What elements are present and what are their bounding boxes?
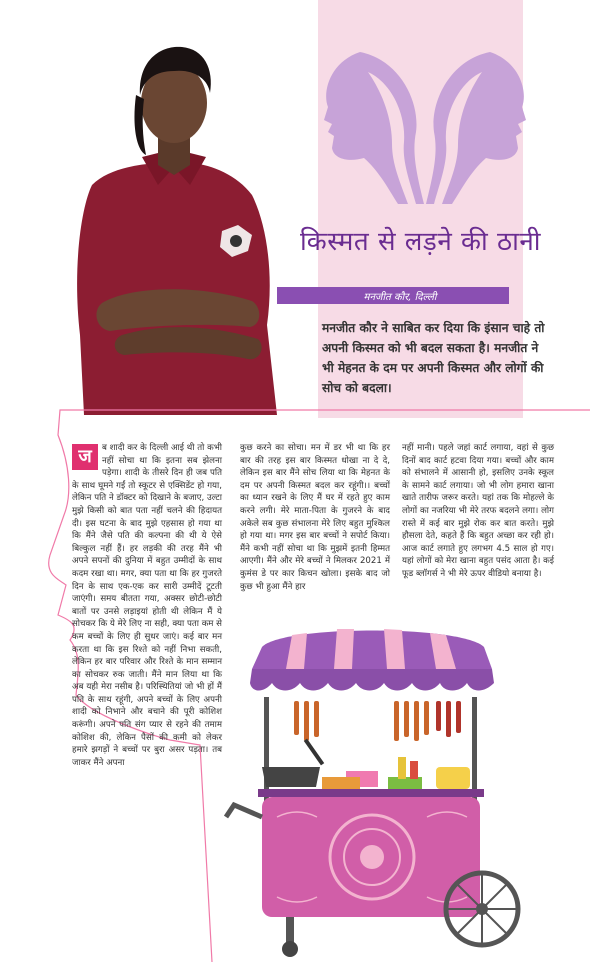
column-1-text: ब शादी कर के दिल्ली आई थी तो कभी नहीं सोचा था कि इतना सब झेलना पड़ेगा। शादी के तीसरे दिन ही जब पति के साथ घूमने गईं तो स्कूटर से एक्सिडेंट हो गया, लेकिन पति ने डॉक्टर को दिखाने के बजाए, उल्टा मुझे किसी को बात पता नहीं चलने की हिदायत दी। इस घटना के बाद मुझे एहसास हो गया था कि मैंने जैसे पति की कल्पना की थी ये ऐसे बिल्कुल नहीं हैं। हर लड़की की तरह मैंने भी अपने सपनों की दुनिया में बहुत उम्मीदों के साथ कदम रखा था। मगर, क्या पता था कि हर गुजरते दिन के साथ एक-एक कर सारी उम्मीदें टूटती जाएंगी। समय बीतता गया, अक्सर छोटी-छोटी बातों पर उनसे लड़ाइयां होती थी लेकिन मैं ये सोचकर कि ये मेरे लिए ना सही, क्या पता कम से कम बच्चों के लिए ही सुधर जाएं। कई बार मन करता था कि इस रिश्ते को नहीं निभा सकती, लेकिन हर बार परिवार और रिश्ते के मान सम्मान का सोचकर रुक जाती। मैंने मान लिया था कि अब यही मेरा नसीब है। परिस्थितियां जो भी हों मैं पति के साथ रहूंगी, अपने बच्चों के लिए अपनी शादी को निभाने और बचाने की पूरी कोशिश करूंगी। अपने पति संग प्यार से रहने की तमाम कोशिश की, लेकिन पैसों की कमी को लेकर हमारे झगड़ों ने बच्चों पर बुरा असर पड़ता। तब जाकर मैंने अपना [72,443,222,768]
author-byline: मनजीत कौर, दिल्ली [363,292,437,303]
article-column-1 [72,442,222,769]
drop-cap: ज [72,444,98,470]
food-cart-illustration [222,617,522,962]
woman-portrait [62,35,287,415]
article-title: किस्मत से लड़ने की ठानी [300,227,541,257]
article-column-2: कुछ करने का सोचा। मन में डर भी था कि हर बार की तरह इस बार किस्मत धोखा ना दे दे, लेकिन इस बार मैंने सोच लिया था कि मेहनत के दम पर अपनी किस्मत बदल कर रहूंगी।। बच्चों का ध्यान रखने के लिए मैं घर में रहते हुए काम करने लगी। मेरे माता-पिता के गुजरने के बाद अकेले सब कुछ संभालना मेरे लिए बहुत मुश्किल हो गया था। मगर इस बार बच्चों ने सपोर्ट किया। मैंने कभी नहीं सोचा था कि मुझमें इतनी हिम्मत आएगी। मैंने और मेरे बच्चों ने मिलकर 2021 में कुमंस डे पर कार किचन खोला। इसके बाद जो कुछ भी हुआ मैंने हार [240,443,390,592]
intro-paragraph: मनजीत कौर ने साबित कर दिया कि इंसान चाहे तो अपनी किस्मत को भी बदल सकता है। मनजीत ने भी मेहनत के दम पर अपनी किस्मत और लोगों की सोच को बदला। [322,321,545,395]
two-faces-silhouette-icon [320,52,530,204]
article-column-3: नहीं मानी। पहले जहां कार्ट लगाया, वहां से कुछ दिनों बाद कार्ट हटवा दिया गया। बच्चों और काम को संभालने में आसानी हो, इसलिए उनके स्कूल के सामने कार्ट लगाया। जो भी लोग हमारा खाना खाते तारीफ जरूर करते। यहां तक कि मोहल्ले के लोगों का नजरिया भी मेरे तरफ बदलने लगा। लोग रास्ते में कई बार मुझे रोक कर बात करते। मुझे हौसला देते, कहते हैं कि बहुत अच्छा कर रही हो। आज कार्ट लगाते हुए लगभग 4.5 साल हो गए। यहां लोगों को मेरा खाना बहुत पसंद आता है। कई फूड ब्लॉगर्स ने भी मेरे ऊपर वीडियो बनाया है। [402,443,554,579]
